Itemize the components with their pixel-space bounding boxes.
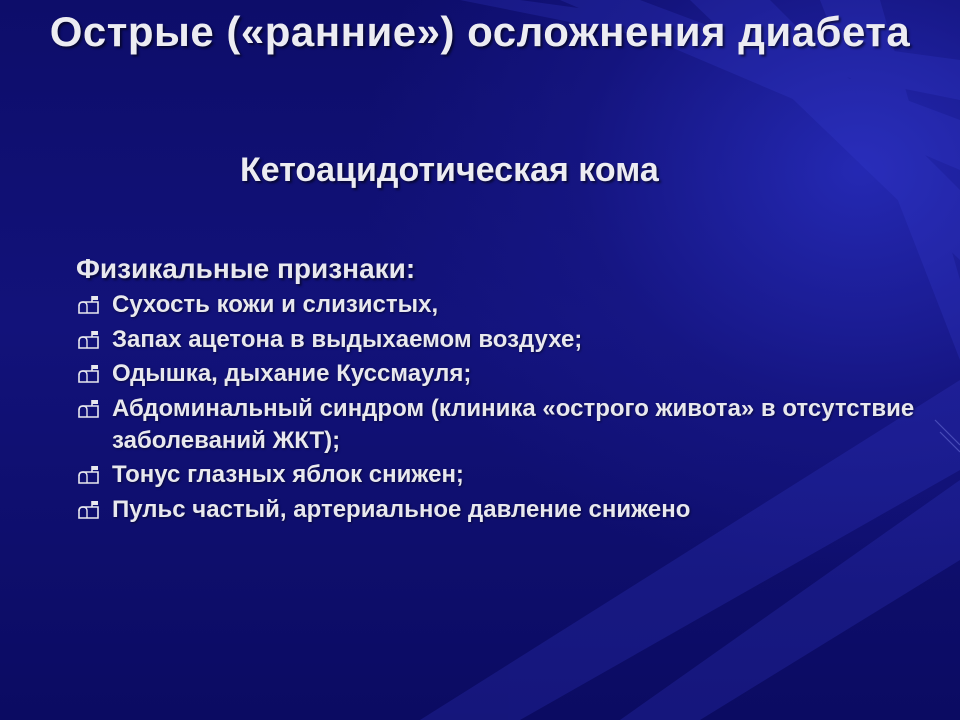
mailbox-bullet-icon: [76, 499, 106, 523]
list-item: [76, 459, 936, 491]
list-item: [76, 494, 936, 526]
sign-text: Запах ацетона в выдыхаемом воздухе;: [112, 325, 583, 353]
mailbox-bullet-icon: [76, 294, 106, 318]
sign-text: Пульс частый, артериальное давление снижено: [112, 495, 691, 523]
list-item: [76, 358, 936, 390]
list-item: [76, 289, 936, 321]
physical-signs-list: [76, 289, 936, 529]
mailbox-bullet-icon: [76, 329, 106, 353]
sign-text: Одышка, дыхание Куссмауля;: [112, 360, 472, 388]
sign-text: Тонус глазных яблок снижен;: [112, 461, 464, 489]
section-heading: Физикальные признаки:: [76, 253, 416, 284]
list-item: [76, 324, 936, 356]
sign-text: Абдоминальный синдром (клиника «острого живота» в отсутствие заболеваний ЖКТ);: [112, 394, 915, 454]
mailbox-bullet-icon: [76, 464, 106, 488]
slide-subtitle: Кетоацидотическая кома: [240, 151, 659, 189]
mailbox-bullet-icon: [76, 363, 106, 387]
sign-text: Сухость кожи и слизистых,: [112, 291, 439, 318]
slide-title: Острые («ранние») осложнения диабета: [49, 8, 911, 55]
mailbox-bullet-icon: [76, 398, 106, 422]
list-item: [76, 393, 936, 457]
